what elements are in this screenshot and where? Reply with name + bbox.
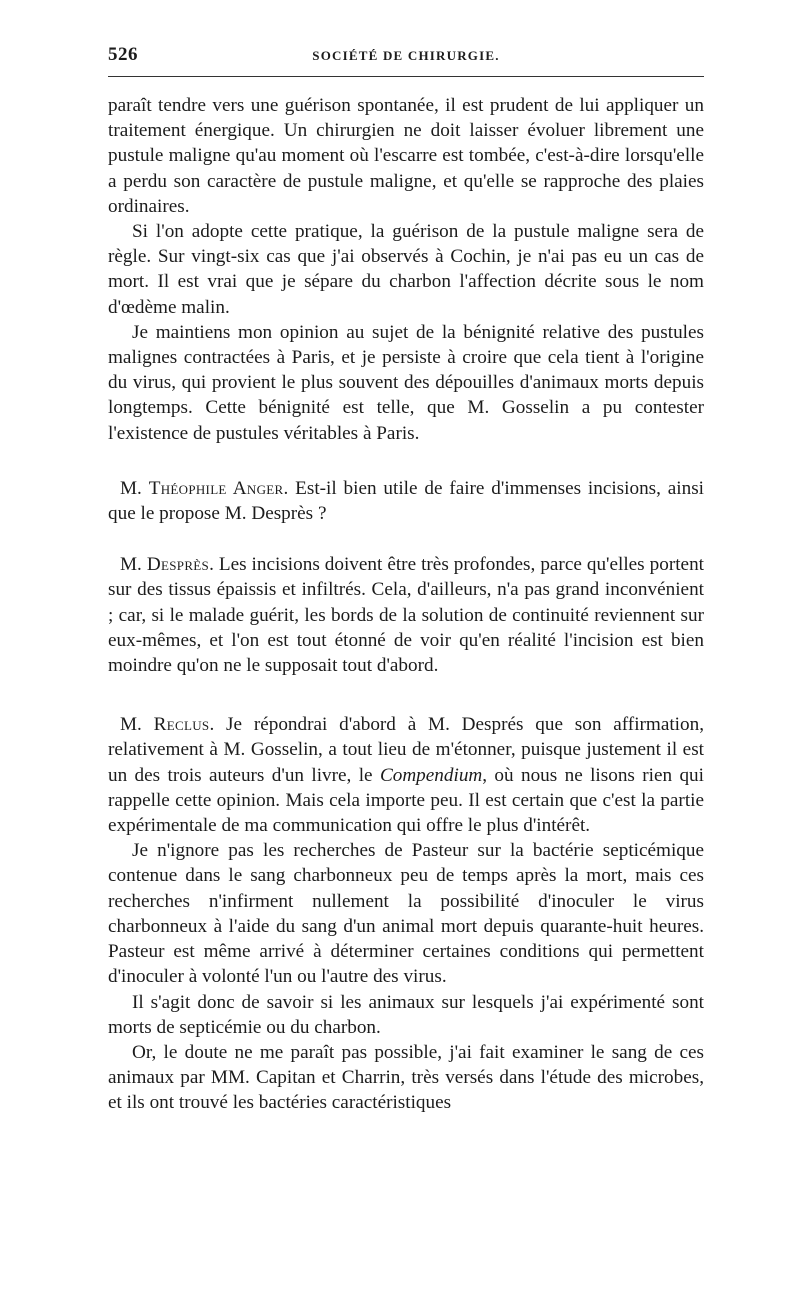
speaker-name-anger: Théophile Anger [148, 477, 284, 499]
paragraph-continuation: paraît tendre vers une guérison spontanée, il est prudent de lui appliquer un traitement énergique. Un chirurgien ne doit laisser évoluer librement une pustule maligne qu'au moment où l'escarre est tombée, c'est-à-dire lorsqu'elle a perdu son caractère de pustule maligne, et qu'elle se rapproche des plaies ordinaires. [108, 95, 704, 217]
paragraph-question: Il s'agit donc de savoir si les animaux sur lesquels j'ai expérimenté sont morts de septicémie ou du charbon. [108, 991, 704, 1038]
speaker-text: , où nous ne lisons rien qui rappelle cette opinion. Mais cela importe peu. Il est certain que c'est la partie expérimentale de ma communication qui offre le plus d'intérêt. [108, 764, 704, 837]
header-rule [108, 76, 704, 77]
speaker-prefix: M. [120, 554, 147, 576]
spacer [108, 678, 704, 712]
speaker-text: . Est-il bien utile de faire d'immenses incisions, ainsi que le propose M. Desprès ? [108, 477, 705, 525]
paragraph-opinion: Je maintiens mon opinion au sujet de la bénignité relative des pustules malignes contractées à Paris, et je persiste à croire que cela tient à l'origine du virus, qui provient le plus souvent des dépouilles d'animaux morts depuis longtemps. Cette bénignité est telle, que M. Gosselin a pu contester l'existence de pustules véritables à Paris. [108, 321, 704, 444]
paragraph-anger [108, 476, 704, 526]
spacer [108, 446, 704, 476]
paragraph-pasteur: Je n'ignore pas les recherches de Pasteur sur la bactérie septicémique contenue dans le sang charbonneux peu de temps après la mort, mais ces recherches n'infirment nullement la possibilité d'inoculer le virus charbonneux à l'aide du sang d'un animal mort depuis quarante-huit heures. Pasteur est même arrivé à déterminer certaines conditions qui permettent d'inoculer à volonté l'un ou l'autre des virus. [108, 840, 704, 988]
body-text [108, 93, 704, 1116]
speaker-text: . Je répondrai d'abord à M. Després que son affirmation, relativement à M. Gosselin, a tout lieu de m'étonner, puisque justement il est un des trois auteurs d'un livre, le [108, 714, 704, 786]
spacer [108, 526, 704, 552]
speaker-name-despres: Desprès [146, 554, 210, 576]
speaker-prefix: M. [120, 714, 154, 736]
paragraph-reclus [108, 712, 704, 838]
paragraph-evidence: Or, le doute ne me paraît pas possible, j'ai fait examiner le sang de ces animaux par MM. Capitan et Charrin, très versés dans l'étude des microbes, et ils ont trouvé les bactéries caractéristiques [108, 1041, 704, 1114]
running-head [108, 44, 704, 68]
running-title: SOCIÉTÉ DE CHIRURGIE. [312, 48, 500, 63]
book-title: Compendium [379, 764, 483, 786]
speaker-prefix: M. [120, 477, 149, 499]
paragraph-despres [108, 552, 704, 678]
paragraph-practice: Si l'on adopte cette pratique, la guérison de la pustule maligne sera de règle. Sur vingt-six cas que j'ai observés à Cochin, je n'ai pas eu un cas de mort. Il est vrai que je sépare du charbon l'affection décrite sous le nom d'œdème malin. [108, 221, 704, 318]
speaker-name-reclus: Reclus [153, 714, 210, 736]
speaker-text: . Les incisions doivent être très profondes, parce qu'elles portent sur des tissus épaissis et infiltrés. Cela, d'ailleurs, n'a pas grand inconvénient ; car, si le malade guérit, les bords de la solution de continuité reviennent sur eux-mêmes, et l'on est tout étonné de voir qu'en réalité l'incision est bien moindre qu'on ne le supposait tout d'abord. [108, 554, 704, 677]
page-number: 526 [108, 44, 138, 65]
